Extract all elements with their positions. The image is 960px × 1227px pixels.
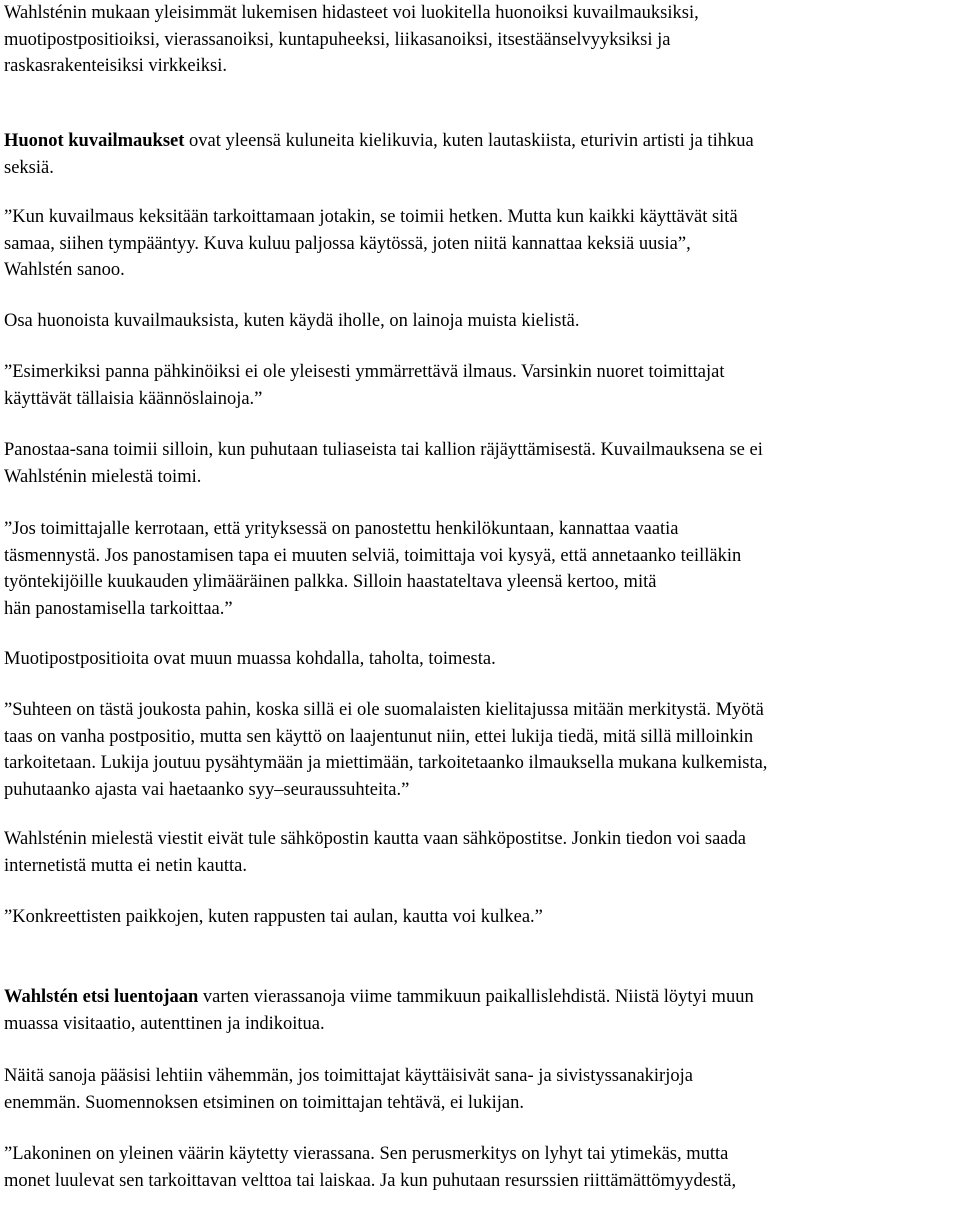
text-line: tarkoitetaan. Lukija joutuu pysähtymään ja miettimään, tarkoitetaanko ilmauksella mukana kulkemista, bbox=[4, 753, 768, 774]
text-line: Muotipostpositioita ovat muun muassa kohdalla, taholta, toimesta. bbox=[4, 649, 496, 669]
text-line: ”Lakoninen on yleinen väärin käytetty vierassana. Sen perusmerkitys on lyhyt tai ytimekäs, mutta bbox=[4, 1144, 729, 1164]
bold-term: Wahlstén etsi luentojaan bbox=[4, 987, 199, 1007]
text-line: muotipostpositioiksi, vierassanoiksi, kuntapuheeksi, liikasanoiksi, itsestäänselvyyksiksi ja bbox=[4, 29, 671, 50]
paragraph-loanwords bbox=[4, 984, 754, 1037]
text-line: taas on vanha postpositio, mutta sen käyttö on laajentunut niin, ettei lukija tiedä, mitä sillä milloinkin bbox=[4, 726, 754, 747]
text-line: monet luulevat sen tarkoittavan velttoa tai laiskaa. Ja kun puhutaan resurssien riittämättömyydestä, bbox=[4, 1170, 737, 1191]
text-run: ovat yleensä kuluneita kielikuvia, kuten lautaskiista, eturivin artisti ja tihkua bbox=[184, 131, 754, 151]
text-line: Wahlsténin mukaan yleisimmät lukemisen hidasteet voi luokitella huonoiksi kuvailmauksiksi, bbox=[4, 3, 699, 23]
paragraph-email bbox=[4, 826, 746, 879]
paragraph-quote-postpositions bbox=[4, 697, 767, 803]
paragraph-quote-places bbox=[4, 904, 543, 931]
text-line: täsmennystä. Jos panostamisen tapa ei muuten selviä, toimittaja voi kysyä, että annetaanko teilläkin bbox=[4, 545, 742, 566]
text-line: Wahlsténin mielestä viestit eivät tule sähköpostin kautta vaan sähköpostitse. Jonkin tiedon voi saada bbox=[4, 829, 746, 849]
text-line bbox=[4, 128, 754, 155]
text-run: varten vierassanoja viime tammikuun paikallislehdistä. Niistä löytyi muun bbox=[198, 987, 754, 1007]
text-line: puhutaanko ajasta vai haetaanko syy–seuraussuhteita.” bbox=[4, 779, 410, 800]
text-line: muassa visitaatio, autenttinen ja indikoitua. bbox=[4, 1013, 325, 1034]
text-line: ”Kun kuvailmaus keksitään tarkoittamaan jotakin, se toimii hetken. Mutta kun kaikki käyttävät sitä bbox=[4, 207, 738, 227]
text-line bbox=[4, 984, 754, 1011]
text-line: enemmän. Suomennoksen etsiminen on toimittajan tehtävä, ei lukijan. bbox=[4, 1092, 524, 1113]
text-line: ”Esimerkiksi panna pähkinöiksi ei ole yleisesti ymmärrettävä ilmaus. Varsinkin nuoret toimittajat bbox=[4, 362, 725, 382]
bold-term: Huonot kuvailmaukset bbox=[4, 131, 185, 151]
text-line: Osa huonoista kuvailmauksista, kuten käydä iholle, on lainoja muista kielistä. bbox=[4, 311, 580, 331]
text-line: käyttävät tällaisia käännöslainoja.” bbox=[4, 388, 263, 409]
text-line: Panostaa-sana toimii silloin, kun puhutaan tuliaseista tai kallion räjäyttämisestä. Kuvailmauksena se ei bbox=[4, 440, 763, 460]
paragraph-quote-figures bbox=[4, 204, 738, 284]
paragraph-quote-loans bbox=[4, 359, 725, 412]
text-line: Wahlstén sanoo. bbox=[4, 260, 125, 281]
paragraph-bad-figures bbox=[4, 128, 754, 181]
text-line: hän panostamisella tarkoittaa.” bbox=[4, 598, 233, 619]
paragraph-dictionaries bbox=[4, 1063, 693, 1116]
text-line: internetistä mutta ei netin kautta. bbox=[4, 855, 247, 876]
text-line: samaa, siihen tympääntyy. Kuva kuluu paljossa käytössä, joten niitä kannattaa keksiä uusia”, bbox=[4, 233, 691, 254]
text-line: ”Suhteen on tästä joukosta pahin, koska sillä ei ole suomalaisten kielitajussa mitään merkitystä. Myötä bbox=[4, 700, 764, 720]
text-line: seksiä. bbox=[4, 157, 54, 178]
text-line: työntekijöille kuukauden ylimääräinen palkka. Silloin haastateltava yleensä kertoo, mitä bbox=[4, 572, 657, 593]
paragraph-panostaa bbox=[4, 437, 763, 490]
text-line: raskasrakenteisiksi virkkeiksi. bbox=[4, 56, 227, 77]
text-line: Näitä sanoja pääsisi lehtiin vähemmän, jos toimittajat käyttäisivät sana- ja sivistyssanakirjoja bbox=[4, 1066, 693, 1086]
text-line: ”Konkreettisten paikkojen, kuten rappusten tai aulan, kautta voi kulkea.” bbox=[4, 907, 543, 927]
paragraph-loans bbox=[4, 308, 579, 335]
text-line: Wahlsténin mielestä toimi. bbox=[4, 466, 202, 487]
paragraph-quote-lakoninen bbox=[4, 1141, 736, 1194]
paragraph-reading-obstacles bbox=[4, 0, 699, 80]
text-line: ”Jos toimittajalle kerrotaan, että yrityksessä on panostettu henkilökuntaan, kannattaa vaatia bbox=[4, 519, 679, 539]
paragraph-quote-panostaa bbox=[4, 516, 741, 622]
paragraph-postpositions bbox=[4, 646, 496, 673]
